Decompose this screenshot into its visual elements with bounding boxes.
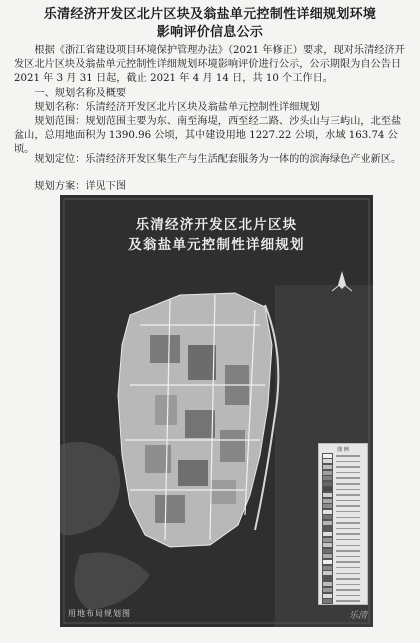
legend-text-line <box>336 483 360 485</box>
title-line-1: 乐清经济开发区北片区块及翁盐单元控制性详细规划环境 <box>43 7 377 22</box>
plan-scheme-paragraph: 规划方案：详见下图 <box>34 181 127 192</box>
legend-text-line <box>336 584 360 586</box>
intro-paragraph: 根据《浙江省建设项目环境保护管理办法》（2021 年修正）要求，现对乐清经济开发区北片区块及翁盐单元控制性详细规划环境影响评价进行公示，公示期限为自公告日 2021 年 3 月 31 日起，截止 2021 年 4 月 14 日，共 10 个工作日。 <box>14 45 405 85</box>
title-line-2: 影响评价信息公示 <box>156 25 264 40</box>
section-heading: 一、规划名称及概要 <box>34 88 127 99</box>
legend-text-line <box>336 489 360 491</box>
legend-text-line <box>336 595 360 597</box>
map-footer-label: 用地布局规划图 <box>68 609 131 618</box>
land-use-plan-map <box>60 195 373 627</box>
legend-text-line <box>336 466 360 468</box>
legend-text-line <box>336 505 360 507</box>
map-title-line-2: 及翁盐单元控制性详细规划 <box>128 237 305 253</box>
legend-text-line <box>336 578 360 580</box>
legend-text-line <box>336 539 360 541</box>
legend-text-line <box>336 573 360 575</box>
map-title <box>60 215 373 255</box>
legend-text-line <box>336 589 360 591</box>
legend-text-line <box>336 494 360 496</box>
legend-text-line <box>336 600 360 602</box>
legend-rows <box>319 453 367 604</box>
legend-title: 图 例 <box>337 447 349 453</box>
legend-text-line <box>336 477 360 479</box>
legend-text-line <box>336 517 360 519</box>
legend-row <box>322 598 367 604</box>
legend-text-line <box>336 545 360 547</box>
plan-scope-paragraph: 规划范围：规划范围主要为东、南至海堤，西至经二路、沙头山与三屿山，北至盐盆山，总用地面积为 1390.96 公顷，其中建设用地 1227.22 公顷，水域 163.74 公顷。 <box>14 116 402 156</box>
legend-text-line <box>336 567 360 569</box>
plan-positioning-paragraph: 规划定位：乐清经济开发区集生产与生活配套服务为一体的的滨海绿色产业新区。 <box>34 154 402 165</box>
legend-text-line <box>336 511 360 513</box>
legend-text-line <box>336 461 360 463</box>
legend-text-line <box>336 533 360 535</box>
legend-text-line <box>336 556 360 558</box>
legend-text-line <box>336 522 360 524</box>
legend-text-line <box>336 561 360 563</box>
document-title <box>10 6 410 42</box>
legend-text-line <box>336 455 360 457</box>
legend-text-line <box>336 528 360 530</box>
legend-swatch <box>322 598 333 604</box>
legend-text-line <box>336 472 360 474</box>
watermark: 乐清 <box>348 611 367 621</box>
legend-text-line <box>336 500 360 502</box>
plan-name-paragraph: 规划名称：乐清经济开发区北片区块及翁盐单元控制性详细规划 <box>34 102 320 113</box>
map-legend <box>318 443 368 605</box>
map-title-line-1: 乐清经济开发区北片区块 <box>135 217 298 233</box>
legend-text-line <box>336 550 360 552</box>
